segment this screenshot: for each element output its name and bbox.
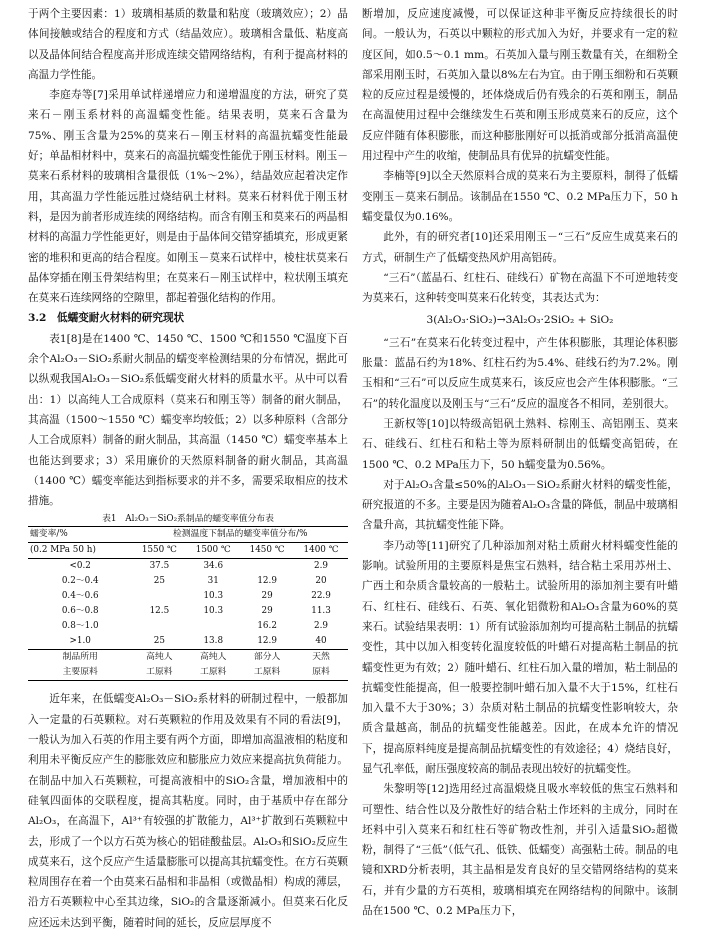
table-cell: 原料 — [294, 665, 348, 681]
table-cell: 22.9 — [311, 591, 331, 602]
table-cell — [186, 619, 240, 634]
table-cell: 29 — [261, 591, 273, 602]
table-col-header: 1400 ℃ — [294, 543, 348, 559]
table-cell: 34.6 — [203, 561, 224, 572]
table-cell: 16.2 — [257, 621, 277, 632]
paragraph: 表1[8]是在1400 ℃、1450 ℃、1500 ℃和1550 ℃温度下百余个Al₂O₃－SiO₂系耐火制品的蠕变率检测结果的分布情况，据此可以纵观我国Al₂O₃－SiO₂系低蠕变耐火材料的质量水平。从中可以看出：1）以高纯人工合成原料（莫来石和刚玉等）制备的耐火制品，其高温（1500～1550 ℃）蠕变率均较低；2）以多种原料（含部分人工合成原料）制备的耐火制品，其高温（1450 ℃）蠕变率基本上也能达到要求；3）采用廉价的天然原料制备的耐火制品，其高温（1400 ℃）蠕变率能达到指标要求的并不多，需要采取相应的技术措施。 — [28, 332, 348, 508]
paragraph: 此外，有的研究者[10]还采用刚玉－“三石”反应生成莫来石的方式，研制生产了低蠕变热风炉用高铝砖。 — [362, 231, 678, 264]
table-row — [28, 634, 348, 650]
table-cell: 工原料 — [186, 665, 240, 681]
paragraph: 断增加，反应速度减慢，可以保证这种非平衡反应持续很长的时间。一般认为，石英以中颗粒的形式加入为好，并要求有一定的粒度区间，如0.5～0.1 mm。石英加入量与刚玉数量有关，在细粉全部采用刚玉时，石英加入量以8%左右为宜。由于刚玉细粉和石英颗粒的反应过程是缓慢的，坯体烧成后仍有残余的石英和刚玉，制品在高温使用过程中会继续发生石英和刚玉形成莫来石的反应，这个反应伴随有体积膨胀，而这种膨胀刚好可以抵消或部分抵消高温使用过程中产生的收缩，使制品具有优异的抗蠕变性能。 — [362, 8, 678, 163]
table-col-header: 1450 ℃ — [240, 543, 294, 559]
table-cell: 0.2～0.4 — [61, 576, 99, 587]
table-row — [28, 604, 348, 619]
table-caption: 表1 Al₂O₃－SiO₂系制品的蠕变率值分布表 — [102, 514, 274, 525]
table-cell — [132, 619, 186, 634]
table-row-header: 蠕变率/% — [28, 527, 132, 543]
table-row — [28, 589, 348, 604]
table-cell: 25 — [153, 636, 165, 647]
table-cell: 部分人 — [240, 650, 294, 666]
section-heading: 3.2 低蠕变耐火材料的研究现状 — [28, 312, 185, 325]
table-row-header-unit: (0.2 MPa 50 h) — [28, 543, 132, 559]
table-cell: 工原料 — [240, 665, 294, 681]
table-cell — [240, 559, 294, 575]
table-cell: 13.8 — [203, 636, 224, 647]
table-group-header: 检测温度下制品的蠕变率值分布/% — [132, 527, 348, 543]
table-cell: 工原料 — [132, 665, 186, 681]
table-cell: 高纯人 — [186, 650, 240, 666]
paragraph: “三石”（蓝晶石、红柱石、硅线石）矿物在高温下不可逆地转变为莫来石，这种转变叫莫来石化转变，其表达式为： — [362, 271, 678, 305]
table-cell: 12.9 — [257, 636, 277, 647]
paragraph: 王新权等[10]以特级高铝矾土熟料、棕刚玉、高铝刚玉、莫来石、硅线石、红柱石和粘土等为原料研制出的低蠕变高铝砖，在1500 ℃、0.2 MPa压力下，50 h蠕变量为0.56%。 — [362, 417, 678, 471]
left-column — [28, 4, 348, 933]
right-column — [362, 4, 678, 921]
table-cell: 40 — [315, 636, 327, 647]
paragraph: 于两个主要因素：1）玻璃相基质的数量和粘度（玻璃效应）；2）晶体间接触或结合的程度和方式（结晶效应）。玻璃相含量低、粘度高以及晶体间结合程度高并形成连续交错网络结构，有利于提高材料的高温力学性能。 — [28, 8, 348, 81]
table-cell: 25 — [153, 576, 165, 587]
table-row — [28, 650, 348, 666]
table-cell: 11.3 — [311, 606, 331, 617]
table-cell — [132, 589, 186, 604]
paragraph: 李庭寿等[7]采用单试样递增应力和递增温度的方法，研究了莫来石－刚玉系材料的高温蠕变性能。结果表明，莫来石含量为75%、刚玉含量为25%的莫来石－刚玉材料的高温抗蠕变性能最好；单晶相材料中，莫来石的高温抗蠕变性能优于刚玉材料。刚玉－莫来石系材料的玻璃相含量很低（1%～2%），结晶效应起着决定作用，其高温力学性能远胜过烧结矾土材料。莫来石材料优于刚玉材料，是因为前者形成连续的网络结构。而含有刚玉和莫来石的两晶相材料的高温力学性能更好，则是由于晶体间交错穿插填充，形成更紧密的堆积和更高的结合程度。如刚玉－莫来石试样中，棱柱状莫来石晶体穿插在刚玉骨架结构里；在莫来石－刚玉试样中，粒状刚玉填充在莫来石连续网络的空隙里，都起着强化结构的作用。 — [28, 89, 348, 305]
paragraph: 李楠等[9]以全天然原料合成的莫来石为主要原料，制得了低蠕变刚玉－莫来石制品。该制品在1550 ℃、0.2 MPa压力下，50 h蠕变量仅为0.16%。 — [362, 170, 678, 223]
table-row — [28, 665, 348, 681]
table-cell: 20 — [315, 576, 327, 587]
table-row — [28, 619, 348, 634]
paragraph: 近年来，在低蠕变Al₂O₃－SiO₂系材料的研制过程中，一般都加入一定量的石英颗粒。对石英颗粒的作用及效果有不同的看法[9]，一般认为加入石英的作用主要有两个方面，即增加高温液相的粘度和利用未平衡反应产生的膨胀效应和膨胀应力效应来提高抗负荷能力。在制品中加入石英颗粒，可提高液相中的SiO₂含量，增加液相中的硅氧四面体的交联程度，提高其粘度。同时，由于基质中存在部分Al₂O₃，在高温下，Al³⁺有较强的扩散能力，Al³⁺扩散到石英颗粒中去，形成了一个以方石英为核心的铝硅酸盐层。Al₂O₃和SiO₂反应生成莫来石，这个反应产生适量膨胀可以提高其抗蠕变性。在方石英颗粒周围存在着一个由莫来石晶相和非晶相（或微晶相）构成的薄层，沿方石英颗粒中心至其边缘，SiO₂的含量逐渐减小。但莫来石化反应还远未达到平衡，随着时间的延长，反应层厚度不 — [28, 693, 348, 929]
paragraph: 对于Al₂O₃含量≤50%的Al₂O₃－SiO₂系耐火材料的蠕变性能，研究报道的不多。主要是因为随着Al₂O₃含量的降低，制品中玻璃相含量升高，其抗蠕变性能下降。 — [362, 478, 678, 532]
table-row — [28, 574, 348, 589]
table-cell: 2.9 — [314, 621, 329, 632]
table-cell: 2.9 — [314, 561, 329, 572]
table-cell: 10.3 — [203, 606, 224, 617]
table-cell: 12.9 — [257, 576, 277, 587]
paragraph: 李乃动等[11]研究了几种添加剂对粘土质耐火材料蠕变性能的影响。试验所用的主要原料是焦宝石熟料，结合粘土采用苏州土、广西土和杂质含量较高的一般粘土。试验所用的添加剂主要有叶蜡石、红柱石、硅线石、石英、氧化铝微粉和Al₂O₃含量为60%的莫来石。试验结果表明：1）所有试验添加剂均可提高粘土制品的抗蠕变性，其中以加入相变转化温度较低的叶蜡石对提高粘土制品的抗蠕变性更为有效；2）随叶蜡石、红柱石加入量的增加，粘土制品的抗蠕变性能提高，但一般要控制叶蜡石加入量不大于15%，红柱石加入量不大于30%；3）杂质对粘土制品的抗蠕变性影响较大，杂质含量越高，制品的抗蠕变性能越差。因此，在成本允许的情况下，提高原料纯度是提高制品抗蠕变性的有效途径；4）烧结良好，显气孔率低，耐压强度较高的制品表现出较好的抗蠕变性。 — [362, 539, 678, 775]
table-cell: 0.4～0.6 — [61, 591, 99, 602]
table-cell: 高纯人 — [132, 650, 186, 666]
equation: 3(Al₂O₃·SiO₂)→3Al₂O₃·2SiO₂ + SiO₂ — [426, 314, 614, 327]
table-cell: 制品所用 — [28, 650, 132, 666]
table-cell: 10.3 — [203, 591, 224, 602]
table-col-header: 1550 ℃ — [132, 543, 186, 559]
table-cell: >1.0 — [69, 636, 91, 647]
table-cell: 37.5 — [149, 561, 170, 572]
table-cell: 主要原料 — [28, 665, 132, 681]
table-cell: 31 — [207, 576, 219, 587]
table-cell: 0.6～0.8 — [61, 606, 99, 617]
table-cell: 29 — [261, 606, 273, 617]
creep-rate-table — [28, 526, 348, 681]
table-cell: 天然 — [294, 650, 348, 666]
table-cell: 0.8～1.0 — [61, 621, 99, 632]
paragraph: 朱黎明等[12]选用经过高温煅烧且吸水率较低的焦宝石熟料和可塑性、结合性以及分散性好的结合粘土作坯料的主成分，同时在坯料中引入莫来石和红柱石等矿物改性剂，并引入适量SiO₂超微粉，制得了“三低”（低气孔、低铁、低蠕变）高强粘土砖。制品的电镜和XRD分析表明，其主晶相是发育良好的呈交错网络结构的莫来石，并有少量的方石英相，玻璃相填充在网络结构的间隙中。该制品在1500 ℃、0.2 MPa压力下， — [362, 783, 678, 918]
table-cell: <0.2 — [69, 561, 91, 572]
table-col-header: 1500 ℃ — [186, 543, 240, 559]
paragraph: “三石”在莫来石化转变过程中，产生体积膨胀，其理论体积膨胀量：蓝晶石约为18%、红柱石约为5.4%、硅线石约为7.2%。刚玉相和“三石”可以反应生成莫来石，该反应也会产生体积膨胀。“三石”的转化温度以及刚玉与“三石”反应的温度各不相同，差别很大。 — [362, 336, 678, 410]
table-row — [28, 559, 348, 575]
table-cell: 12.5 — [149, 606, 170, 617]
